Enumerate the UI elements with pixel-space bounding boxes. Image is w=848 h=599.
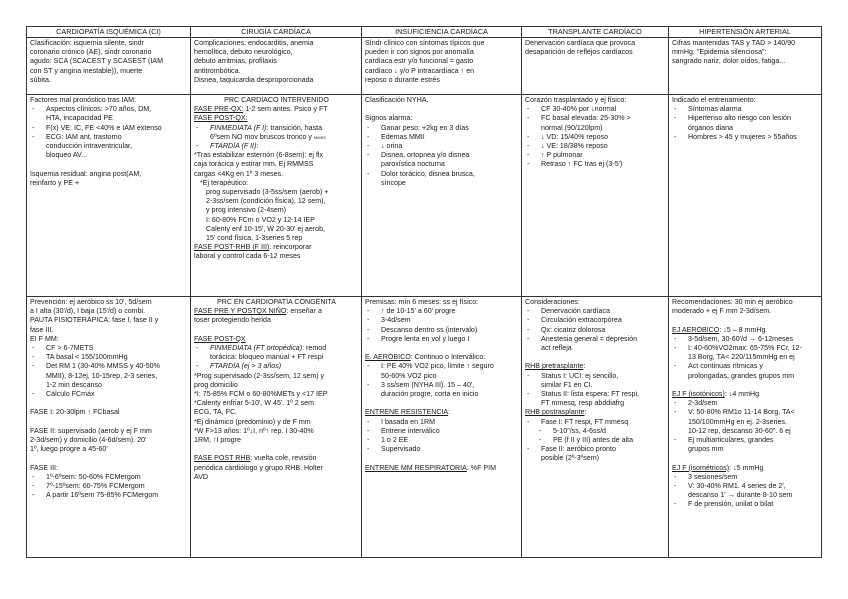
bullet-item: - Denervación cardíaca <box>525 307 666 316</box>
header-ic: INSUFICIENCIA CARDÍACA <box>362 27 522 38</box>
bullet-item: - ↓ orina <box>365 142 519 151</box>
text-line: toser protegiendo herida <box>194 316 271 325</box>
bullet-list <box>672 335 819 381</box>
bullet-continuation: órganos diana <box>688 123 733 132</box>
bullet-item: - 1º-6ºsem: 50-60% FCMergom <box>30 473 188 482</box>
text-line: cardíaca estr y/o funcional = gasto <box>365 57 474 66</box>
bullet-item: - 5-10"/ss, 4-6ss/d <box>525 427 666 436</box>
header-row <box>27 27 822 38</box>
bullet-item: - Descanso dentro ss (intervalo) <box>365 326 519 335</box>
bullet-item: - F(x) VE: IC, FE <40% e IAM extenso <box>30 124 188 133</box>
phase-label: FASE PRE-QX: <box>194 105 244 114</box>
bullet-list <box>525 427 666 445</box>
text-line: laboral y control cada 6-12 meses <box>194 252 301 261</box>
bullet-continuation: 150/100mmHg en ej. 2-3series. <box>688 417 787 426</box>
text-line: Premisas: mín 6 meses: ss ej físico: <box>365 298 479 306</box>
bullet-item: - Fase I: FT respi, FT mmesq <box>525 418 666 427</box>
text-line: pueden ir con signos por anomalía <box>365 48 474 57</box>
text-block <box>30 298 188 335</box>
bullet-continuation: 1-2 min descanso <box>46 380 102 389</box>
text-line: coronario crónico (AE), sindr coronario <box>30 48 152 57</box>
text-line: Corazón trasplantado y ej físico: <box>525 96 627 104</box>
phase-label: FASE POST RHB <box>194 454 251 463</box>
text-line: FASE I: 20-30lpm ↑ FCbasal <box>30 408 120 417</box>
bullet-item: - Qx: cicatriz dolorosa <box>525 326 666 335</box>
text-line: antitrombótica. <box>194 66 241 75</box>
text-block <box>194 372 359 446</box>
bullet-item: - Fase II: aeróbico pronto <box>525 445 666 454</box>
text-line: AVD <box>194 472 209 481</box>
section-label: ENTRENE RESISTENCIA <box>365 408 449 417</box>
phase-label: FASE PRE Y POSTQX NIÑO <box>194 307 287 316</box>
text-line: FASE II: supervisado (aerob y ej F mm <box>30 426 152 435</box>
bullet-item: - ↑ P pulmonar <box>525 151 666 160</box>
bullet-list <box>525 105 666 169</box>
text-line: 6ºsem NO mov bruscos tronco y <box>210 132 314 141</box>
bullet-item: - 3 ss/sem (NYHA III). 15 – 40', <box>365 381 519 390</box>
bullet-list <box>672 105 819 142</box>
text-line: Signos alarma: <box>365 114 413 123</box>
cell-ci-exercise <box>27 297 191 558</box>
bullet-item: - Ganar peso: +2kg en 3 días <box>365 124 519 133</box>
section-label: EJ F (isotónicos) <box>672 390 725 398</box>
text-line: EI F MM: <box>30 334 59 343</box>
section-label: RHB postrasplante <box>525 408 585 417</box>
phase-label: FINMEDIATA (FT ortopédica) <box>210 344 303 352</box>
bullet-continuation: FT mmesq, resp abddiafrg <box>541 399 625 408</box>
cell-tc-definition <box>522 38 669 95</box>
bullet-item: - Circulación extracorpórea <box>525 316 666 325</box>
section-label: E. AERÓBICO <box>365 353 411 362</box>
bullet-item: - Cálculo FCmáx <box>30 390 188 399</box>
text-line: Cifras mantenidas TAS y TAD > 140/90 <box>672 39 796 47</box>
bullet-list <box>672 399 819 454</box>
text-line: 1º, luego progre a 45-60' <box>30 445 108 454</box>
bullet-item: - ↓ VD: 15/40% reposo <box>525 133 666 142</box>
bullet-item: - ↑ de 10-15' a 60' progre <box>365 307 519 316</box>
row-definitions <box>27 38 822 95</box>
text-block <box>194 151 359 179</box>
bullet-item: - Act continuas rítmicas y <box>672 362 819 371</box>
bullet-item: - TA basal < 155/100mmHg <box>30 353 188 362</box>
cell-hta-exercise <box>669 297 822 558</box>
cell-cc-assessment <box>191 95 362 297</box>
cell-cc-exercise <box>191 297 362 558</box>
bullet-item: - I: 40-60%VO2max: 65-75% FCr, 12- <box>672 344 819 353</box>
text-line: I: 60-80% FCm o VO2 y 12-14 IEP <box>206 215 315 224</box>
text-line: a I alta (30'/d), I baja (15'/d) o combi. <box>30 307 146 316</box>
phase-label: - FTARDÍA (ej > 3 años) <box>194 362 359 371</box>
bullet-item: - Aspectos clínicos: >70 años, DM, <box>30 105 188 114</box>
text-line: Prevención: ej aeróbico ss 10', 5d/sem <box>30 298 152 306</box>
text-line: *Ej dinámico (predominio) y de F mm <box>194 417 311 426</box>
bullet-item: - Progre lenta en vol y luego I <box>365 335 519 344</box>
bullet-item: - V: 30-40% RM1. 4 series de 2', <box>672 482 819 491</box>
text-line: *I: 75-85% FCM o 60-80%METs y <17 IEP <box>194 390 328 399</box>
text-line: : enseñar a <box>286 307 322 316</box>
text-line: Clasificación NYHA. <box>365 96 429 104</box>
text-block <box>194 179 359 243</box>
text-line: sangrado nariz, dolor oídos, fatiga... <box>672 57 786 66</box>
text-line: *Tras estabilizar esternón (6-8sem): ej flx <box>194 151 324 160</box>
section-label: ENTRENE MM RESPIRATORIA <box>365 463 467 472</box>
bullet-item: - 2-3d/sem <box>672 399 819 408</box>
bullet-item: - CF 30-40% por ↓normal <box>525 105 666 114</box>
cell-ci-assessment <box>27 95 191 297</box>
header-ci: CARDIOPATÍA ISQUÉMICA (CI) <box>27 27 191 38</box>
bullet-list <box>30 473 188 501</box>
bullet-list <box>525 445 666 463</box>
text-line: periódica cardiólogo y grupo RHB. Holter <box>194 463 323 472</box>
text-line: *Ej terapéutico: <box>200 178 249 187</box>
text-line: prog domicilio <box>194 380 238 389</box>
text-line: : transición, hasta <box>266 123 323 132</box>
bullet-item: - 3-5d/sem, 30-60'/d → 6-12meses <box>672 335 819 344</box>
text-line: PAUTA FISIOTERÁPICA: fase I, fase II y <box>30 316 159 325</box>
section-title: PRC EN CARDIOPATÍA CONGÉNITA <box>216 298 337 306</box>
text-line: 1RM, ↑I progre <box>194 436 241 445</box>
text-line: : remod <box>302 344 327 352</box>
cell-cc-definition <box>191 38 362 95</box>
bullet-item: - Síntomas alarma <box>672 105 819 114</box>
text-line: prog supervisado (3-5ss/sem (aerob) + <box>206 188 329 197</box>
bullet-item: - Disnea, ortopnea y/o disnea <box>365 151 519 160</box>
bullet-list <box>365 307 519 344</box>
header-cc: CIRUGÍA CARDÍACA <box>191 27 362 38</box>
text-line: moderado + ej F mm 2-3d/sem. <box>672 307 772 316</box>
text-line: FASE III: <box>30 463 58 472</box>
bullet-continuation: duración progre, corta en inicio <box>381 390 479 399</box>
text-block <box>672 298 819 316</box>
bullet-item: - Det RM 1 (30-40% MMSS y 40-50% <box>30 362 188 371</box>
bullet-item: - V: 50-80% RM1o 11-14 Borg, TA< <box>672 408 819 417</box>
bullet-item: - 3 sesiones/sem <box>672 473 819 482</box>
phase-label: FINMEDIATA (F I) <box>210 123 267 132</box>
text-line: MMSS <box>313 134 326 140</box>
bullet-list <box>30 344 188 399</box>
phase-label: FASE POST-RHB (F III) <box>194 243 270 252</box>
bullet-continuation: 10-12 rep, descanso 30-60". 6 ej <box>688 426 791 435</box>
bullet-item: - Hipertenso alto riesgo con lesión <box>672 114 819 123</box>
bullet-list <box>525 418 666 427</box>
bullet-list <box>365 418 519 455</box>
text-line: reposo o durante estrés <box>365 75 440 84</box>
bullet-item: - PE (f II y III) antes de alta <box>525 436 666 445</box>
text-line: hemolítica, debuto neurológico, <box>194 48 293 57</box>
text-line: con ST y angina inestable)), muerte <box>30 66 143 75</box>
text-line: desaparición de reflejos cardíacos <box>525 48 633 57</box>
text-line: 2-3ss/sem (condición física), 12 sem), <box>206 197 326 206</box>
text-line: : Continuo o Interválico: <box>410 353 486 362</box>
bullet-continuation: prolongadas, grandes grupos mm <box>688 371 795 380</box>
bullet-item: - Dolor torácico, disnea brusca, <box>365 170 519 179</box>
bullet-item: - ↓ VE: 18/38% reposo <box>525 142 666 151</box>
text-line: *Calenty enfriar 5-10', W 45'. 1º 2 sem <box>194 399 315 408</box>
header-tc: TRANSPLANTE CARDÍACO <box>522 27 669 38</box>
text-line: y prog intensivo (2-4sem) <box>206 206 287 215</box>
bullet-item: - Entrene interválico <box>365 427 519 436</box>
section-label: EJ AERÓBICO <box>672 325 720 334</box>
cell-tc-exercise: Consideraciones: - Denervación cardíaca - Circulación extracorpórea - Qx: cicatriz dolorosa - Anestesia general = depresión act refleja RHB pretrasplante: - Status I: UCI: ej sencillo, similar F1 en CI. - Status II: lista espera: FT respi, FT mmesq, resp abddiafrg RHB postrasplante: - Fase I: FT respi, FT mmesq - 5-10"/ss, 4-6ss/d - PE (f II y III) antes de alta - Fase II: aeróbico pronto posible (2º-3ºsem) <box>522 297 669 558</box>
text-line: fase III. <box>30 325 54 334</box>
bullet-item: - 1 o 2 EE <box>365 436 519 445</box>
bullet-item: - I: PE 40% VO2 pico, límite ↑ seguro <box>365 362 519 371</box>
text-line: 15' cond física, 1-3series 5 rep <box>206 234 303 243</box>
text-block <box>365 298 519 307</box>
bullet-item: - ECG: IAM ant, trastorno <box>30 133 188 142</box>
text-line: Clasificación: isquemia silente, sindr <box>30 39 144 47</box>
text-line: Consideraciones: <box>525 298 580 306</box>
bullet-list <box>365 362 519 399</box>
bullet-item: - Status II: lista espera: FT respi, <box>525 390 666 399</box>
text-line: *Prog supervisado (2-3ss/sem, 12 sem) y <box>194 371 325 380</box>
bullet-item: - Retraso ↑ FC tras ej (3-5') <box>525 160 666 169</box>
text-line: mmHg. "Epidemia silenciosa": <box>672 48 767 57</box>
bullet-continuation: descanso 1' → durante 8-10 sem <box>688 491 793 500</box>
text-block <box>30 170 188 188</box>
text-line: Denervación cardíaca que provoca <box>525 39 636 47</box>
bullet-item: - Hombres > 45 y mujeres > 55años <box>672 133 819 142</box>
bullet-list <box>525 307 666 353</box>
bullet-list <box>30 105 188 160</box>
section-label: RHB pretrasplante <box>525 362 584 371</box>
text-line: : vuelta cole, revisión <box>250 454 317 463</box>
header-hta: HIPERTENSIÓN ARTERIAL <box>669 27 822 38</box>
section-title: PRC CARDÍACO INTERVENIDO <box>224 96 329 104</box>
bullet-continuation: grupos mm <box>688 445 724 454</box>
bullet-continuation: bloqueo AV... <box>46 151 88 160</box>
text-line: Recomendaciones: 30 min ej aeróbico <box>672 298 793 306</box>
text-line: : reincorporar <box>269 243 312 252</box>
text-line: Factores mal pronóstico tras IAM: <box>30 96 137 104</box>
text-line: : %F PIM <box>466 463 496 472</box>
text-line: Indicado el entrenamiento: <box>672 96 756 104</box>
text-line: agudo: SCA (SCACEST y SCASEST (IAM <box>30 57 163 66</box>
cell-ci-definition <box>27 38 191 95</box>
text-line: ECG, TA, FC. <box>194 408 238 417</box>
text-line: *W F>13 años: 1º↓I, nº↑ rep. I 30-40% <box>194 426 314 435</box>
text-line: caja torácica y estirar mm. Ej RMMSS <box>194 160 314 169</box>
bullet-continuation: normal (90/120lpm) <box>541 123 603 132</box>
text-line: debuto arritmias, profilaxis <box>194 57 277 66</box>
cell-ic-exercise: Premisas: mín 6 meses: ss ej físico: - ↑ de 10-15' a 60' progre - 3-4d/sem - Descanso dentro ss (intervalo) - Progre lenta en vol y luego I E. AERÓBICO: Continuo o Interválico: - I: PE 40% VO2 pico, límite ↑ seguro 50-60% VO2 pico - 3 ss/sem (NYHA III). 15 – 40', duración progre, corta en inicio ENTRENE RESISTENCIA: - I basada en 1RM - Entrene interválico - 1 o 2 EE - Supervisado ENTRENE MM RESPIRATORIA: %F PIM <box>362 297 522 558</box>
text-line: 1-2 sem antes. Psico y FT <box>243 105 328 114</box>
bullet-item: - Edemas MMII <box>365 133 519 142</box>
cell-hta-assessment <box>669 95 822 297</box>
bullet-list <box>672 473 819 510</box>
phase-label: FASE POST-QX <box>194 334 246 343</box>
text-line: súbita. <box>30 75 51 84</box>
row-assessment <box>27 95 822 297</box>
text-line: Calenty enf 10-15', W 20-30' ej aerob, <box>206 224 326 233</box>
text-line: Disnea, taquicardia desproporcionada <box>194 75 314 84</box>
text-line: torácica: bloqueo manual + FT respi <box>210 353 324 362</box>
text-line: : ↓5 mmHg <box>729 463 764 472</box>
bullet-item: - 3-4d/sem <box>365 316 519 325</box>
bullet-item: - Ej multiarticulares, grandes <box>672 436 819 445</box>
bullet-continuation: 13 Borg, TA< 220/115mmHg en ej <box>688 353 795 362</box>
section-label: EJ F (isométricos) <box>672 463 730 472</box>
bullet-item: - F de prensión, unilat o bilat <box>672 500 819 509</box>
text-line: reinfarto y PE + <box>30 178 80 187</box>
bullet-continuation: conducción intraventricular, <box>46 142 132 151</box>
bullet-continuation: similar F1 en CI. <box>541 380 593 389</box>
text-line: Complicaciones: endocarditis, anemia <box>194 39 314 47</box>
text-line: : ↓4 mmHg <box>724 390 760 398</box>
bullet-continuation: síncope <box>381 178 406 187</box>
text-line: cargas <4Kg en 1º 3 meses. <box>194 169 284 178</box>
row-exercise <box>27 297 822 558</box>
text-line: Síndr clínico con síntomas típicos que <box>365 39 485 47</box>
bullet-item: - 7º-15ºsem: 60-75% FCMergom <box>30 482 188 491</box>
bullet-continuation: HTA, incapacidad PE <box>46 114 113 123</box>
cell-ic-assessment <box>362 95 522 297</box>
text-line: cardíaco ↓ y/o P intracardíaca ↑ en <box>365 66 475 75</box>
text-block <box>30 427 188 455</box>
cell-ic-definition <box>362 38 522 95</box>
page <box>26 26 821 558</box>
bullet-continuation: act refleja <box>541 344 572 353</box>
text-line: : ↓5 – 8 mmHg <box>719 325 766 334</box>
bullet-list <box>525 372 666 409</box>
bullet-continuation: 50-60% VO2 pico <box>381 371 437 380</box>
bullet-item: - Anestesia general = depresión <box>525 335 666 344</box>
comparison-table <box>26 26 822 558</box>
bullet-item: - Supervisado <box>365 445 519 454</box>
phase-label: - FTARDÍA (F II): <box>194 142 359 151</box>
phase-label: FASE POST-QX: <box>194 114 248 123</box>
bullet-item: - FC basal elevada: 25-30% > <box>525 114 666 123</box>
cell-tc-assessment <box>522 95 669 297</box>
text-line: Isquemia residual: angina post(AM, <box>30 169 142 178</box>
bullet-continuation: paroxística nocturna <box>381 160 445 169</box>
bullet-item: - A partir 16ºsem 75-85% FCMergom <box>30 491 188 500</box>
text-line: 2-3d/sem) y domicilio (4-6d/sem). 20' <box>30 436 147 445</box>
bullet-item: - I basada en 1RM <box>365 418 519 427</box>
bullet-continuation: MMII), 8-12ej, 10-15rep, 2-3 series, <box>46 371 158 380</box>
bullet-continuation: posible (2º-3ºsem) <box>541 454 600 463</box>
bullet-item: - Status I: UCI: ej sencillo, <box>525 372 666 381</box>
cell-hta-definition <box>669 38 822 95</box>
bullet-item: - CF > 6-7METS <box>30 344 188 353</box>
bullet-list <box>365 124 519 188</box>
